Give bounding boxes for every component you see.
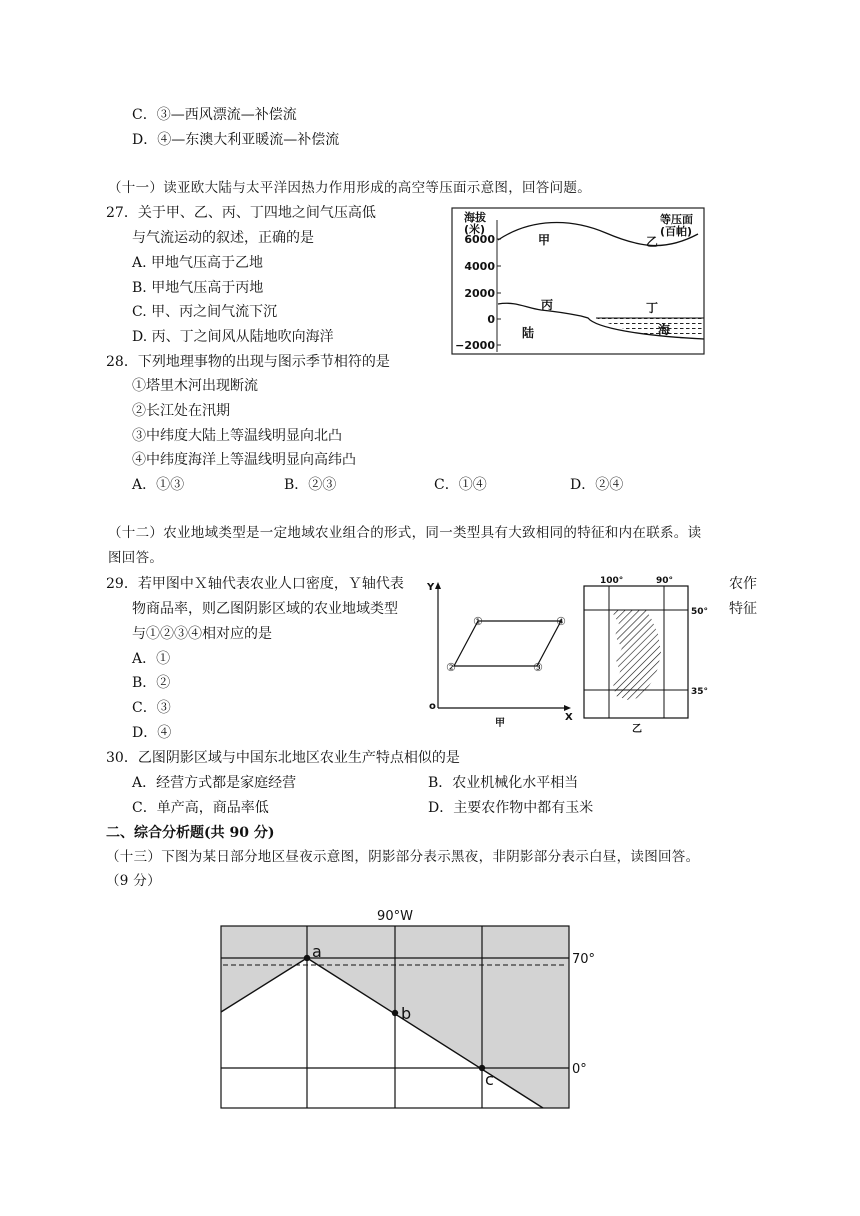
axis-x-label: X	[565, 712, 573, 723]
label-a: a	[312, 942, 322, 961]
figure-yi-caption: 乙	[632, 724, 642, 735]
q28-item-3: ③中纬度大陆上等温线明显向北凸	[132, 428, 342, 444]
label-b: b	[401, 1004, 412, 1023]
point-2: ②	[446, 661, 456, 674]
q28-option-b: B．②③	[284, 477, 337, 493]
q27-option-a: A. 甲地气压高于乙地	[132, 255, 264, 271]
section-13-score: （9 分）	[106, 873, 161, 889]
point-3: ③	[533, 661, 543, 674]
q30-option-c: C．单产高，商品率低	[132, 800, 269, 816]
legend-isobar: 等压面	[660, 213, 693, 226]
axis-y-label: Y	[427, 582, 435, 593]
label-bing: 丙	[541, 298, 554, 312]
q27-stem-line2: 与气流运动的叙述，正确的是	[132, 230, 314, 246]
tick-4000: 4000	[464, 260, 495, 273]
q28-option-a: A．①③	[132, 477, 185, 493]
q30-stem: 30．乙图阴影区域与中国东北地区农业生产特点相似的是	[106, 750, 460, 766]
q29-wrap-text-2: 特征	[729, 601, 757, 617]
q28-item-1: ①塔里木河出现断流	[132, 378, 258, 394]
label-sea: 海	[658, 323, 671, 337]
day-night-figure	[210, 905, 610, 1110]
q28-option-c: C．①④	[434, 477, 487, 493]
axis-label-unit: (米)	[464, 223, 486, 236]
point-4: ④	[556, 615, 566, 628]
section-13-intro: （十三）下图为某日部分地区昼夜示意图，阴影部分表示黑夜，非阴影部分表示白昼，读图回答。	[106, 849, 700, 865]
lat-label-70: 70°	[572, 952, 596, 967]
q29-option-a: A．①	[132, 651, 171, 667]
parallelogram	[454, 621, 561, 666]
q27-option-b: B. 甲地气压高于丙地	[132, 280, 264, 296]
label-yi: 乙	[646, 235, 659, 249]
q29-stem-line1: 29．若甲图中Ｘ轴代表农业人口密度，Ｙ轴代表	[106, 576, 404, 592]
q30-option-a: A．经营方式都是家庭经营	[132, 775, 297, 791]
tick-2000: 2000	[464, 287, 495, 300]
hatched-region	[611, 610, 661, 700]
origin-label: o	[429, 701, 436, 712]
q27-option-c: C. 甲、丙之间气流下沉	[132, 304, 278, 320]
point-a	[304, 955, 310, 961]
tick-6000: 6000	[464, 233, 495, 246]
isobaric-surface-figure	[446, 206, 710, 356]
q28-item-4: ④中纬度海洋上等温线明显向高纬凸	[132, 452, 356, 468]
legend-unit: (百帕)	[660, 225, 693, 238]
q29-option-b: B．②	[132, 675, 171, 691]
option-c: C．③—西风漂流—补偿流	[132, 107, 297, 123]
tick-minus-2000: −2000	[455, 339, 495, 352]
meridian-label-90w: 90°W	[377, 909, 413, 924]
q29-stem-line3: 与①②③④相对应的是	[132, 626, 272, 642]
q27-option-d: D. 丙、丁之间风从陆地吹向海洋	[132, 329, 334, 345]
q30-option-b: B．农业机械化水平相当	[428, 775, 579, 791]
section-12-intro-line2: 图回答。	[108, 550, 164, 566]
q27-stem-line1: 27．关于甲、乙、丙、丁四地之间气压高低	[106, 205, 376, 221]
figure-yi-map	[578, 572, 728, 738]
lon-label-90: 90°	[656, 576, 674, 586]
option-d: D．④—东澳大利亚暖流—补偿流	[132, 132, 340, 148]
q29-option-d: D．④	[132, 725, 172, 741]
point-1: ①	[473, 615, 483, 628]
lon-label-100: 100°	[600, 576, 624, 586]
q30-option-d: D．主要农作物中都有玉米	[428, 800, 594, 816]
section-11-intro: （十一）读亚欧大陆与太平洋因热力作用形成的高空等压面示意图，回答问题。	[108, 180, 591, 196]
figure-jia-caption: 甲	[495, 718, 505, 729]
q28-option-d: D．②④	[570, 477, 624, 493]
figure-jia-plot	[424, 576, 580, 732]
lat-label-50: 50°	[691, 607, 709, 617]
axis-label-altitude: 海拔	[464, 211, 486, 224]
q29-wrap-text-1: 农作	[729, 576, 757, 592]
q29-stem-line2: 物商品率，则乙图阴影区域的农业地域类型	[132, 601, 398, 617]
q28-stem: 28．下列地理事物的出现与图示季节相符的是	[106, 354, 390, 370]
lat-label-0: 0°	[572, 1062, 587, 1077]
tick-0: 0	[487, 313, 495, 326]
point-b	[392, 1010, 398, 1016]
section-12-intro-line1: （十二）农业地域类型是一定地域农业组合的形式，同一类型具有大致相同的特征和内在联系。读	[108, 525, 702, 541]
label-jia: 甲	[538, 233, 551, 247]
q29-option-c: C．③	[132, 700, 171, 716]
part-2-title: 二、综合分析题(共 90 分)	[106, 825, 275, 841]
label-c: c	[485, 1070, 494, 1089]
q28-item-2: ②长江处在汛期	[132, 403, 230, 419]
lat-label-35: 35°	[691, 687, 709, 697]
label-land: 陆	[522, 326, 535, 340]
label-ding: 丁	[646, 301, 659, 315]
